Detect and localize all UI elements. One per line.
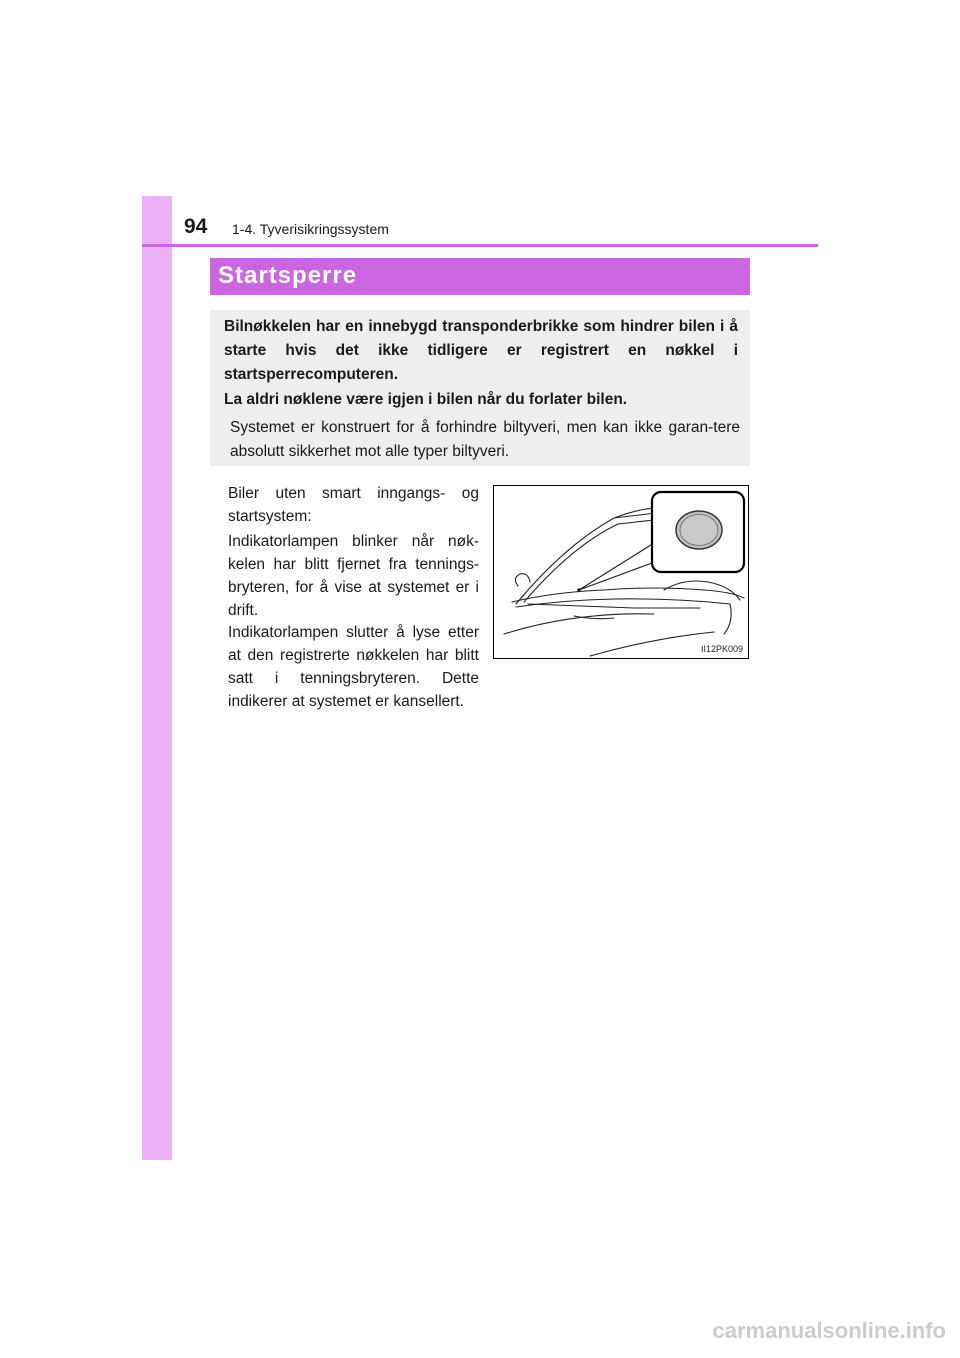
body-paragraph-blink: Indikatorlampen blinker når nøk-kelen har blitt fjernet fra tennings-bryteren, for å vise at systemet er i drift. (228, 533, 479, 619)
info-note: Systemet er konstruert for å forhindre biltyveri, men kan ikke garan-tere absolutt sikkerhet mot alle typer biltyveri. (230, 419, 740, 460)
section-title-bar (210, 258, 750, 295)
page-number: 94 (184, 215, 208, 238)
info-warning: La aldri nøklene være igjen i bilen når du forlater bilen. (224, 391, 628, 408)
section-reference: 1-4. Tyverisikringssystem (232, 221, 389, 237)
header-divider (142, 244, 818, 247)
car-dashboard-illustration (494, 486, 750, 660)
indicator-spot (577, 588, 581, 592)
indicator-figure (493, 485, 749, 659)
body-paragraph-cancel: Indikatorlampen slutter å lyse etter at den registrerte nøkkelen har blitt satt i tenningsbryteren. Dette indikerer at systemet er kansellert. (228, 624, 479, 710)
info-summary: Bilnøkkelen har en innebygd transponderbrikke som hindrer bilen i å starte hvis det ikke tidligere er registrert en nøkkel i startsperrecomputeren. (224, 318, 738, 383)
body-paragraph-intro: Biler uten smart inngangs- og startsystem: (228, 485, 479, 525)
figure-code: II12PK009 (700, 644, 743, 654)
side-tab (142, 196, 172, 1160)
info-box (210, 310, 750, 466)
indicator-lamp-icon (676, 511, 722, 549)
section-title: Startsperre (218, 262, 358, 289)
watermark: carmanualsonline.info (712, 1318, 946, 1343)
